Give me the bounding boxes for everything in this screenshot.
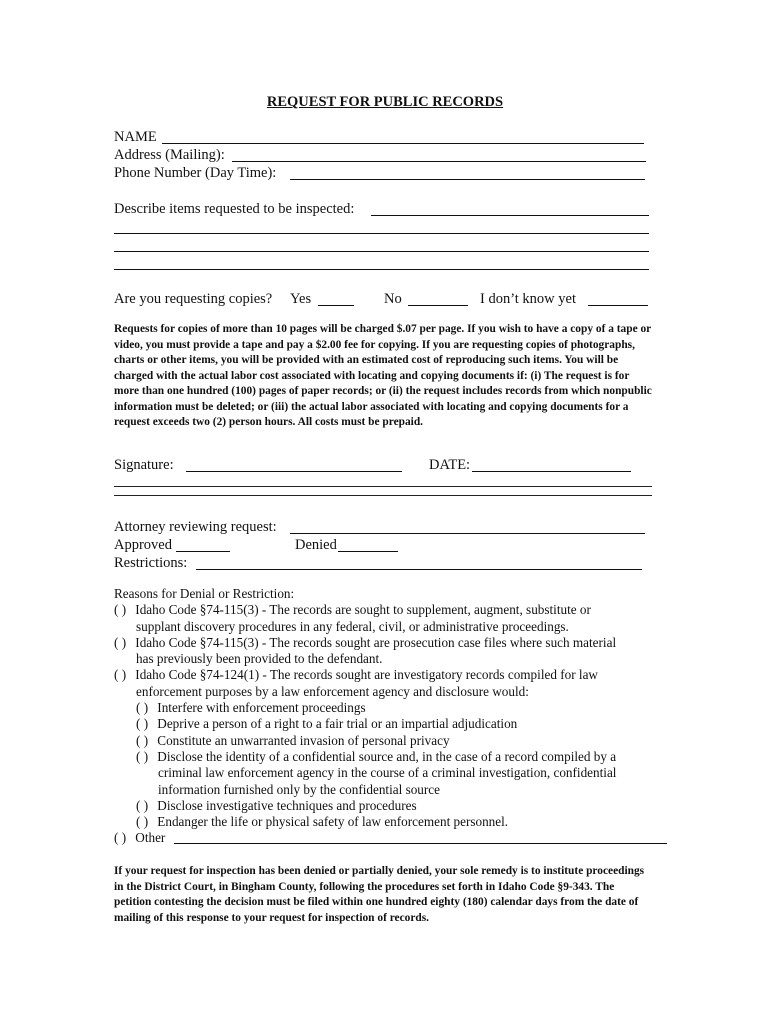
checkbox[interactable]: ( ) <box>136 748 149 764</box>
sub-reason-text: Constitute an unwarranted invasion of personal privacy <box>157 732 450 748</box>
sub-reason-text: Disclose investigative techniques and procedures <box>157 797 417 813</box>
signature-field <box>114 456 174 474</box>
phone-field <box>114 164 276 182</box>
copies-yes-line[interactable] <box>318 305 354 306</box>
sub-reason-item <box>114 716 659 732</box>
name-line[interactable] <box>162 143 644 144</box>
copies-no-line[interactable] <box>408 305 468 306</box>
copies-question <box>114 290 272 308</box>
checkbox[interactable]: ( ) <box>136 732 149 748</box>
reason-item <box>114 602 659 618</box>
address-line[interactable] <box>232 161 646 162</box>
describe-field <box>114 200 354 218</box>
approved-field <box>114 536 172 554</box>
sub-reason-text: Endanger the life or physical safety of law enforcement personnel. <box>157 814 509 830</box>
denied-label: Denied <box>295 537 337 553</box>
sub-reason-item <box>114 814 659 830</box>
remedy-notice: If your request for inspection has been denied or partially denied, your sole remedy is to institute proceedings in the District Court, in Bingham County, following the procedures set forth in Idaho Code §9-343. The petition contesting the decision must be filed within one hundred eighty (180) calendar days from the date of mailing of this response to your request for inspection of records. <box>114 865 645 924</box>
attorney-line[interactable] <box>290 533 645 534</box>
reason-item <box>114 635 659 651</box>
describe-line-4[interactable] <box>114 269 649 270</box>
checkbox[interactable]: ( ) <box>114 602 127 618</box>
section-divider <box>114 486 652 496</box>
sub-reason-text: Deprive a person of a right to a fair trial or an impartial adjudication <box>157 716 518 732</box>
attorney-field <box>114 518 277 536</box>
reason-continuation: enforcement purposes by a law enforcement agency and disclosure would: <box>136 683 529 699</box>
attorney-label: Attorney reviewing request: <box>114 519 277 535</box>
phone-line[interactable] <box>290 179 645 180</box>
checkbox[interactable]: ( ) <box>114 830 127 846</box>
signature-label: Signature: <box>114 457 174 473</box>
reason-text: Idaho Code §74-124(1) - The records sought are investigatory records compiled for law <box>135 667 598 683</box>
copies-question-label: Are you requesting copies? <box>114 291 273 307</box>
copies-unknown <box>480 290 576 308</box>
date-line[interactable] <box>472 471 631 472</box>
address-label: Address (Mailing): <box>114 147 225 163</box>
phone-label: Phone Number (Day Time): <box>114 165 277 181</box>
describe-line-2[interactable] <box>114 233 649 234</box>
reason-item <box>114 667 659 683</box>
page-title: REQUEST FOR PUBLIC RECORDS <box>266 94 504 110</box>
sub-reason-text: Interfere with enforcement proceedings <box>157 700 366 716</box>
checkbox[interactable]: ( ) <box>114 634 127 650</box>
copies-no <box>384 290 402 308</box>
reason-text: Idaho Code §74-115(3) - The records are sought to supplement, augment, substitute or <box>135 602 591 618</box>
copies-yes-label: Yes <box>290 291 312 307</box>
restrictions-label: Restrictions: <box>114 555 188 571</box>
checkbox[interactable]: ( ) <box>136 797 149 813</box>
checkbox[interactable]: ( ) <box>136 700 149 716</box>
name-label: NAME <box>114 129 157 145</box>
approved-line[interactable] <box>176 551 230 552</box>
sub-reason-item <box>114 749 659 765</box>
denied-field <box>295 536 337 554</box>
copies-yes <box>290 290 311 308</box>
address-field <box>114 146 225 164</box>
describe-label: Describe items requested to be inspected: <box>114 201 355 217</box>
date-field <box>429 456 470 474</box>
denial-reasons <box>114 586 659 847</box>
sub-reason-continuation: criminal law enforcement agency in the course of a criminal investigation, confidential <box>158 765 617 781</box>
copies-unknown-label: I don’t know yet <box>480 291 576 307</box>
signature-line[interactable] <box>186 471 402 472</box>
fee-notice: Requests for copies of more than 10 pages will be charged $.07 per page. If you wish to have a copy of a tape or video, you must provide a tape and pay a $2.00 fee for copying. If you are requesting copies of photographs, charts or other items, you will be provided with an estimated cost of reproducing such items. You will be charged with the actual labor cost associated with locating and copying documents if: (i) The request is for more than one hundred (100) pages of paper records; or (ii) the request includes records from which nonpublic information must be deleted; or (iii) the actual labor associated with locating and copying documents for a request exceeds two (2) person hours. All costs must be prepaid. <box>114 323 652 428</box>
checkbox[interactable]: ( ) <box>136 814 149 830</box>
date-label: DATE: <box>429 457 471 473</box>
checkbox[interactable]: ( ) <box>136 716 149 732</box>
other-line[interactable] <box>174 843 667 844</box>
describe-line-1[interactable] <box>371 215 649 216</box>
reasons-heading: Reasons for Denial or Restriction: <box>114 586 295 601</box>
sub-reason-text: Disclose the identity of a confidential source and, in the case of a record compiled by a <box>157 748 617 764</box>
name-field <box>114 128 157 146</box>
other-label: Other <box>135 830 166 846</box>
copies-unknown-line[interactable] <box>588 305 648 306</box>
sub-reason-item <box>114 700 659 716</box>
reason-continuation: supplant discovery procedures in any federal, civil, or administrative proceedings. <box>136 618 569 634</box>
approved-label: Approved <box>114 537 172 553</box>
reason-text: Idaho Code §74-115(3) - The records sought are prosecution case files where such material <box>135 634 617 650</box>
copies-no-label: No <box>384 291 402 307</box>
sub-reason-continuation: information furnished only by the confidential source <box>158 781 440 797</box>
restrictions-line[interactable] <box>196 569 642 570</box>
denied-line[interactable] <box>338 551 398 552</box>
sub-reason-item <box>114 733 659 749</box>
sub-reason-item <box>114 798 659 814</box>
describe-line-3[interactable] <box>114 251 649 252</box>
checkbox[interactable]: ( ) <box>114 667 127 683</box>
reason-item-other <box>114 830 659 846</box>
restrictions-field <box>114 554 187 572</box>
reason-continuation: has previously been provided to the defendant. <box>136 651 383 667</box>
